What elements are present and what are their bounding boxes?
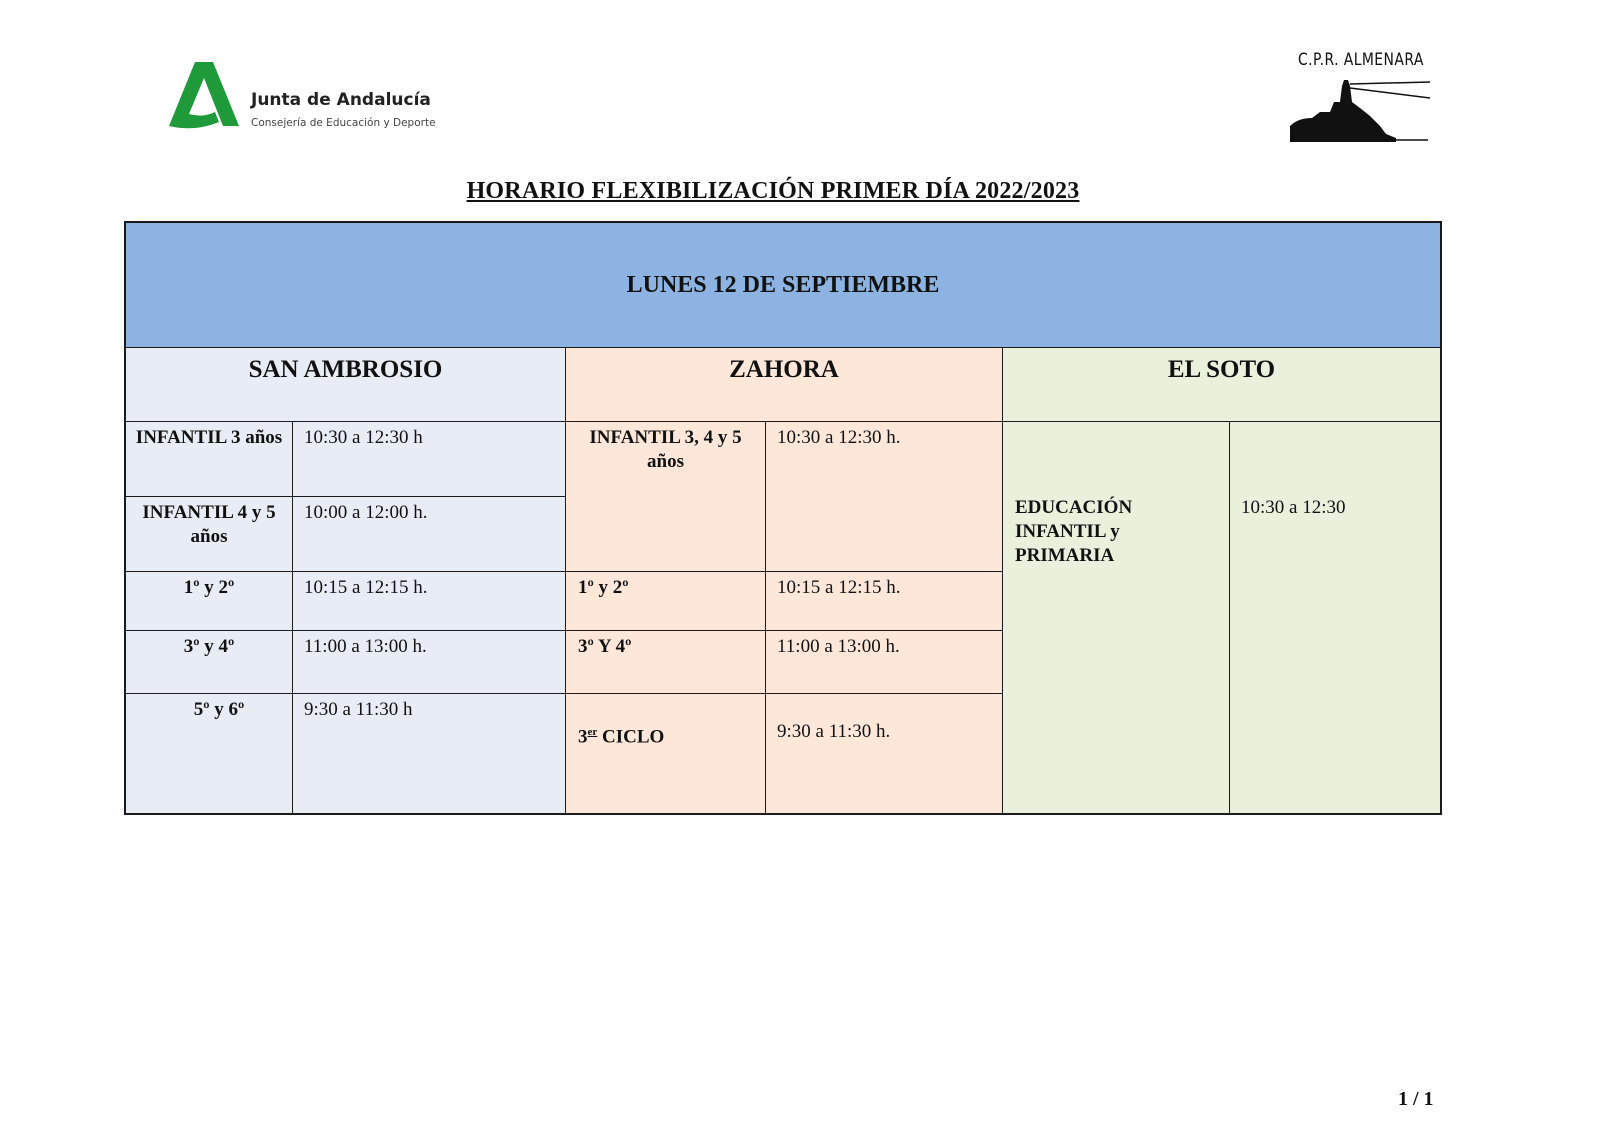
san-ambrosio-time-4: 11:00 a 13:00 h. xyxy=(293,631,566,694)
junta-andalucia-logo xyxy=(165,58,435,134)
zahora-group-3: 3º Y 4º xyxy=(566,631,766,694)
schedule-table xyxy=(124,221,1442,815)
school-header-zahora: ZAHORA xyxy=(566,348,1003,422)
zahora-group-1: INFANTIL 3, 4 y 5 años xyxy=(566,422,766,572)
cpr-almenara-logo xyxy=(1290,48,1440,144)
junta-subtitle: Consejería de Educación y Deporte xyxy=(251,117,436,129)
lighthouse-icon xyxy=(1290,72,1440,142)
zahora-group-4: 3er CICLO xyxy=(566,694,766,813)
el-soto-time: 10:30 a 12:30 xyxy=(1230,422,1440,813)
el-soto-group: EDUCACIÓN INFANTIL y PRIMARIA xyxy=(1003,422,1230,813)
zahora-time-1: 10:30 a 12:30 h. xyxy=(766,422,1003,572)
san-ambrosio-time-3: 10:15 a 12:15 h. xyxy=(293,572,566,631)
san-ambrosio-group-3: 1º y 2º xyxy=(126,572,293,631)
junta-emblem-icon xyxy=(165,58,243,130)
zahora-time-2: 10:15 a 12:15 h. xyxy=(766,572,1003,631)
zahora-group-2: 1º y 2º xyxy=(566,572,766,631)
school-header-el-soto: EL SOTO xyxy=(1003,348,1440,422)
san-ambrosio-time-5: 9:30 a 11:30 h xyxy=(293,694,566,813)
san-ambrosio-time-2: 10:00 a 12:00 h. xyxy=(293,497,566,572)
san-ambrosio-group-2: INFANTIL 4 y 5 años xyxy=(126,497,293,572)
san-ambrosio-group-5: 5º y 6º xyxy=(126,694,293,813)
junta-name: Junta de Andalucía xyxy=(251,90,431,110)
document-title: HORARIO FLEXIBILIZACIÓN PRIMER DÍA 2022/2023 xyxy=(466,178,1080,204)
san-ambrosio-time-1: 10:30 a 12:30 h xyxy=(293,422,566,497)
cpr-name: C.P.R. ALMENARA xyxy=(1298,50,1424,70)
zahora-time-3: 11:00 a 13:00 h. xyxy=(766,631,1003,694)
zahora-time-4: 9:30 a 11:30 h. xyxy=(766,694,1003,813)
san-ambrosio-group-4: 3º y 4º xyxy=(126,631,293,694)
page-number: 1 / 1 xyxy=(1398,1088,1434,1110)
school-header-san-ambrosio: SAN AMBROSIO xyxy=(126,348,566,422)
day-label: LUNES 12 DE SEPTIEMBRE xyxy=(626,271,940,298)
day-header xyxy=(126,223,1440,348)
san-ambrosio-group-1: INFANTIL 3 años xyxy=(126,422,293,497)
